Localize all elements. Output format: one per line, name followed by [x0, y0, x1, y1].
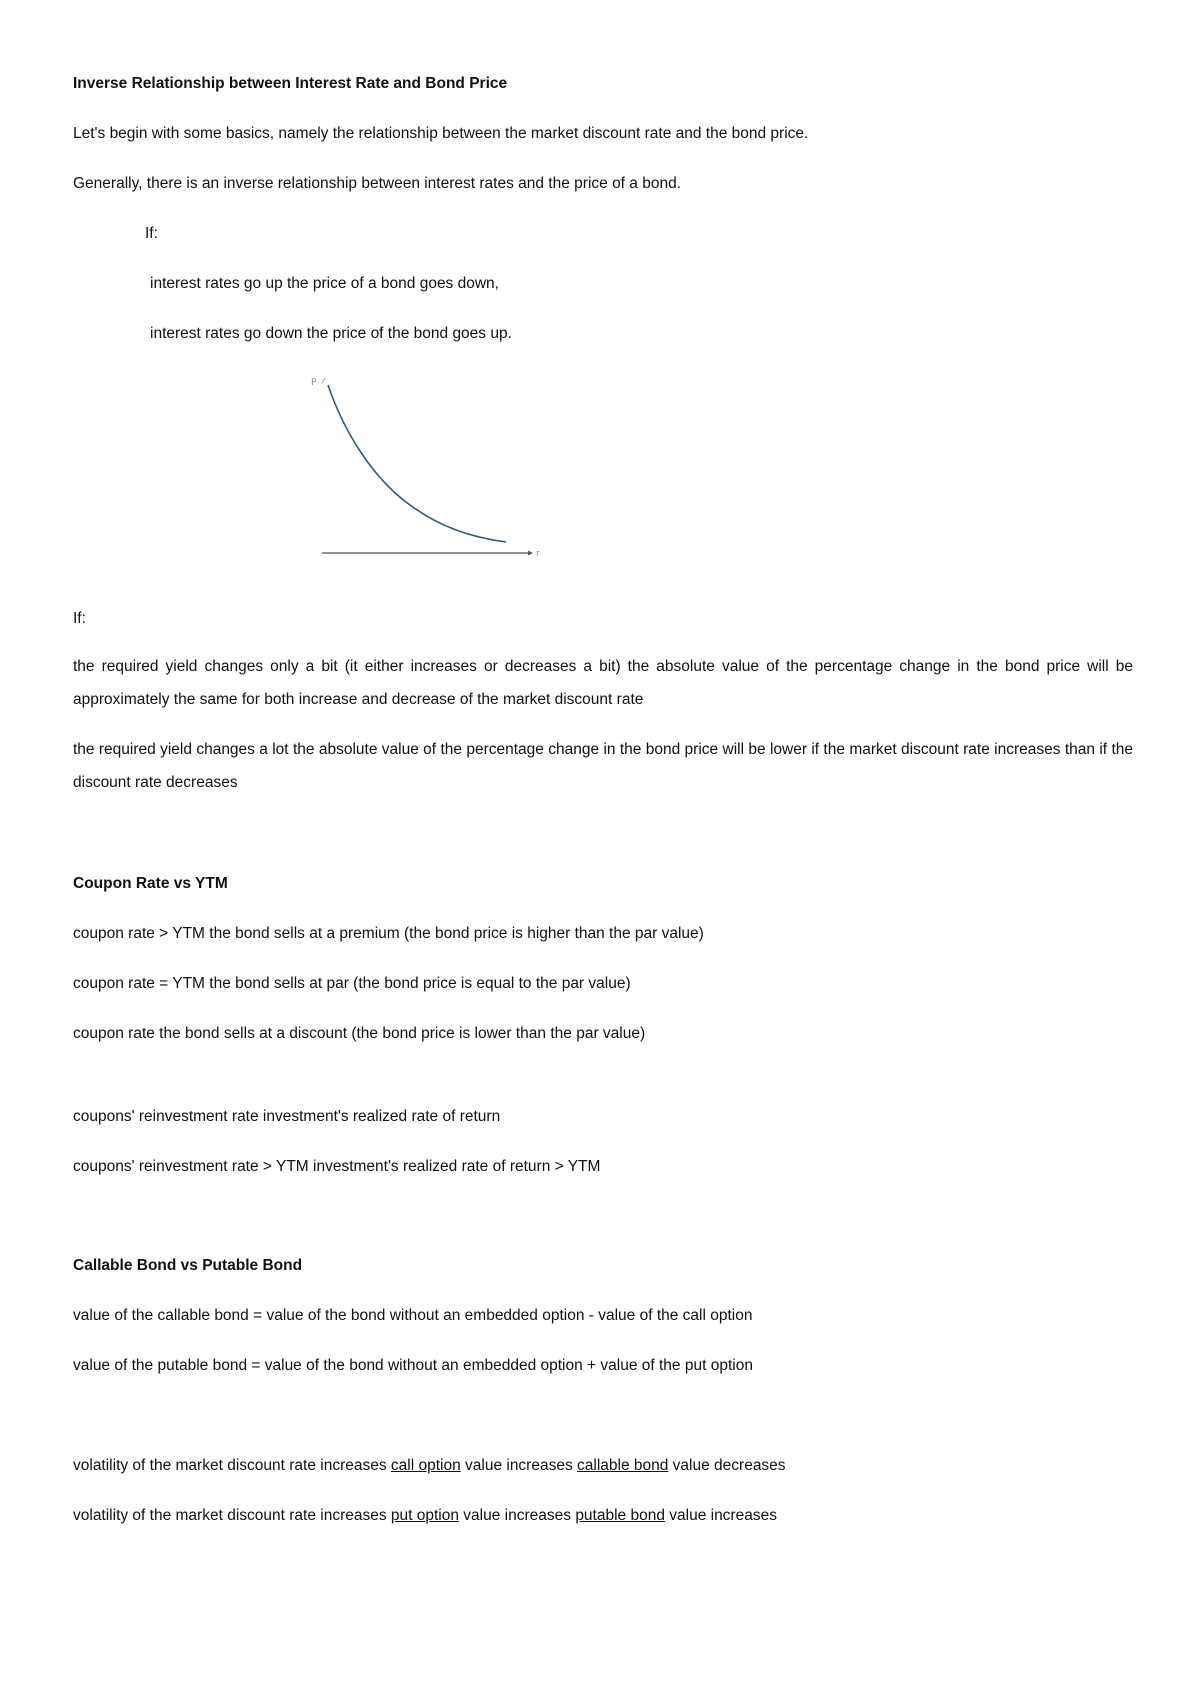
section-heading-callable-vs-putable: Callable Bond vs Putable Bond [73, 1257, 303, 1274]
price-yield-graph [300, 375, 540, 560]
price-yield-curve [328, 385, 506, 542]
par-line: coupon rate = YTM the bond sells at par (the bond price is equal to the par value) [73, 975, 631, 992]
volatility-put-line [73, 1506, 777, 1526]
section-heading-coupon-vs-ytm: Coupon Rate vs YTM [73, 875, 228, 892]
small-change-paragraph: the required yield changes only a bit (it either increases or decreases a bit) the absolute value of the percentage change in the bond price will be approximately the same for both increase and decrease of the market discount rate [73, 658, 1133, 708]
general-text: Generally, there is an inverse relationship between interest rates and the price of a bond. [73, 175, 682, 192]
reinvestment-line-1: coupons' reinvestment rate investment's realized rate of return [73, 1108, 501, 1125]
volatility-put-prefix: volatility of the market discount rate increases [73, 1507, 391, 1524]
rates-up-case: interest rates go up the price of a bond goes down, [150, 275, 499, 292]
volatility-call-prefix: volatility of the market discount rate increases [73, 1457, 391, 1474]
large-change-paragraph: the required yield changes a lot the absolute value of the percentage change in the bond price will be lower if the market discount rate increases than if the discount rate decreases [73, 741, 1133, 791]
putable-bond-term: putable bond [575, 1507, 665, 1524]
intro-text: Let's begin with some basics, namely the relationship between the market discount rate and the bond price. [73, 125, 809, 142]
discount-line: coupon rate the bond sells at a discount (the bond price is lower than the par value) [73, 1025, 646, 1042]
putable-value-line: value of the putable bond = value of the bond without an embedded option + value of the put option [73, 1357, 753, 1374]
volatility-call-suffix: value decreases [668, 1457, 786, 1474]
call-option-term: call option [390, 1457, 461, 1474]
volatility-put-suffix: value increases [664, 1507, 777, 1524]
x-axis-label: r [536, 549, 540, 559]
section-heading-inverse-relationship: Inverse Relationship between Interest Rate and Bond Price [73, 75, 508, 92]
volatility-call-line [73, 1456, 786, 1476]
callable-bond-term: callable bond [577, 1457, 669, 1474]
callable-value-line: value of the callable bond = value of the bond without an embedded option - value of the call option [73, 1307, 753, 1324]
premium-line: coupon rate > YTM the bond sells at a premium (the bond price is higher than the par value) [73, 925, 704, 942]
rates-down-case: interest rates go down the price of the bond goes up. [150, 325, 512, 342]
put-option-term: put option [390, 1507, 459, 1524]
x-axis-arrowhead [528, 551, 533, 556]
y-axis-label: P [311, 378, 317, 388]
reinvestment-line-2: coupons' reinvestment rate > YTM investment's realized rate of return > YTM [73, 1158, 601, 1175]
volatility-call-mid: value increases [460, 1457, 578, 1474]
volatility-put-mid: value increases [459, 1507, 576, 1524]
if-label: If: [145, 225, 158, 242]
y-axis-arrow [322, 378, 325, 383]
if-label-2: If: [73, 610, 86, 627]
